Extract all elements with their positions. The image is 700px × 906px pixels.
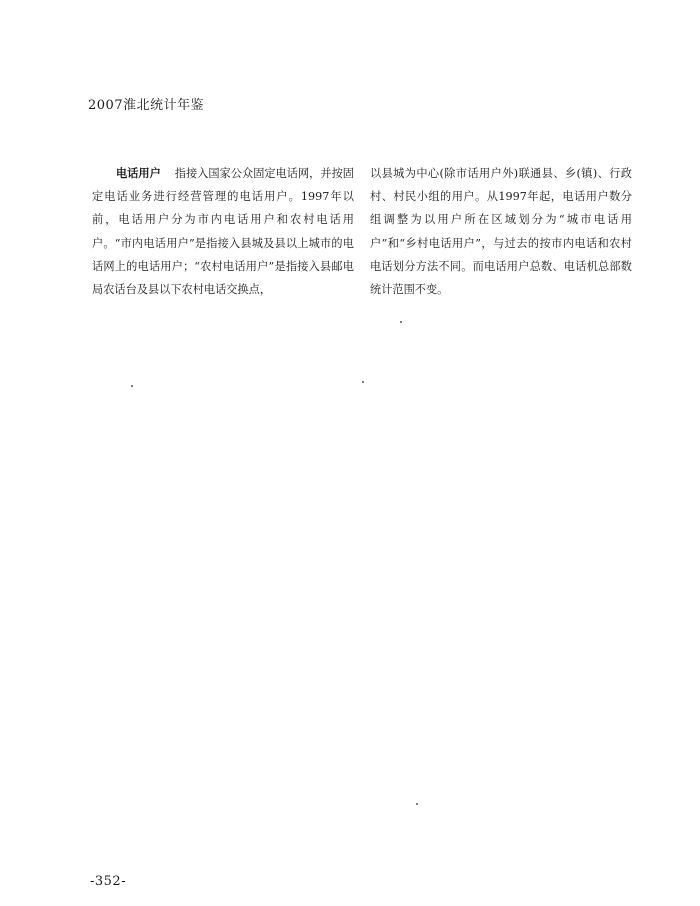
definition-text-right: 以县城为中心(除市话用户外)联通县、乡(镇)、行政村、村民小组的用户。从1997年起，电话用户数分组调整为以用户所在区域划分为“城市电话用户”和“乡村电话用户”，与过去的按市内电话和农村电话划分方法不同。而电话用户总数、电话机总部数统计范围不变。	[370, 167, 632, 297]
definition-term: 电话用户	[116, 167, 161, 180]
running-header: 2007淮北统计年鉴	[88, 98, 205, 113]
definition-text-left: 指接入国家公众固定电话网，并按固定电话业务进行经营管理的电话用户。1997年以前，电话用户分为市内电话用户和农村电话用户。“市内电话用户”是指接入县城及县以上城市的电话网上的电话用户；“农村电话用户”是指接入县邮电局农话台及县以下农村电话交换点，	[92, 167, 354, 297]
scan-speck	[416, 803, 418, 805]
text-column-left	[92, 162, 354, 301]
scan-speck	[400, 321, 402, 323]
text-column-right	[370, 162, 632, 301]
page-number: -352-	[90, 874, 127, 889]
scan-speck	[131, 385, 133, 387]
scan-speck	[362, 381, 364, 383]
